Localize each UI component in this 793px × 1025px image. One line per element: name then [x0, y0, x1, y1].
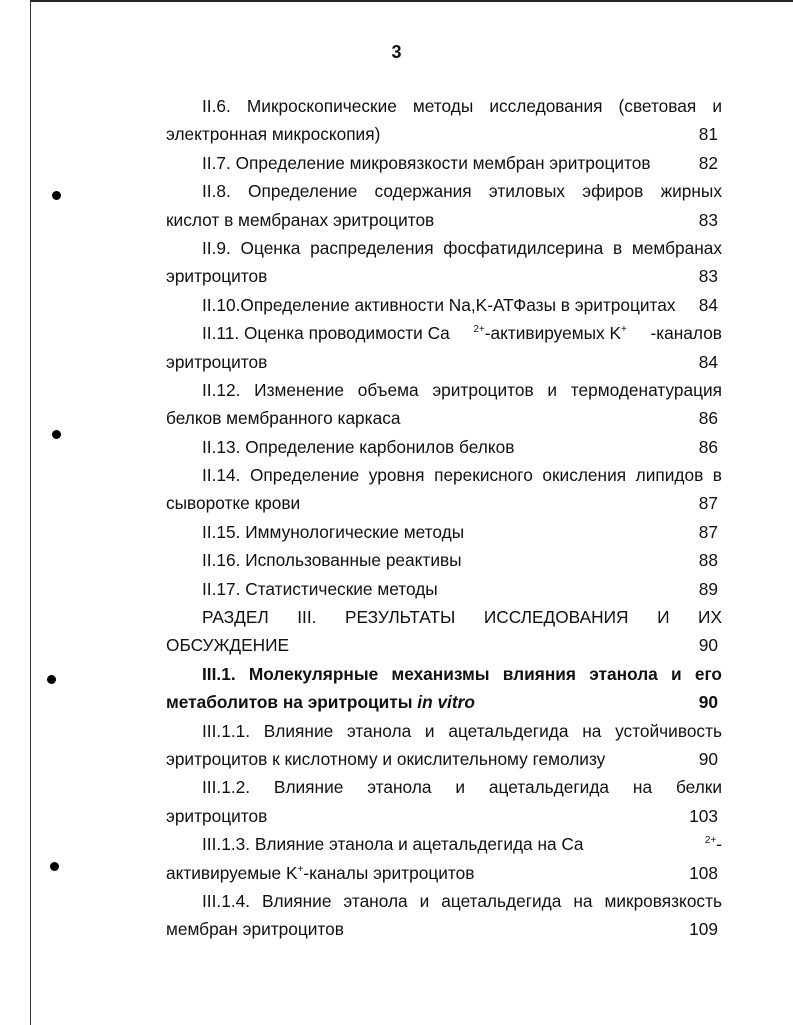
toc-entry-title: [166, 319, 722, 347]
toc-entry-title: III.1.1. Влияние этанола и ацетальдегида на устойчивость: [202, 720, 722, 741]
toc-entry: [166, 433, 722, 461]
toc-entry-line: [166, 206, 722, 234]
toc-entry-line: [166, 575, 722, 603]
toc-entry-title: III.1.2. Влияние этанола и ацетальдегида на белки: [202, 777, 722, 798]
toc-entry: [166, 546, 722, 574]
toc-entry-title-cont: электронная микроскопия): [166, 124, 381, 145]
toc-page-number: 103: [689, 805, 718, 826]
toc-title-part: -каналов: [650, 323, 722, 344]
toc-entry-title-cont: мембран эритроцитов: [166, 919, 344, 940]
toc-entry-line: [166, 291, 722, 319]
page-number: 3: [391, 42, 402, 62]
toc-entry-title-cont: активируемые K+-каналы эритроцитов: [166, 862, 475, 883]
toc-entry-line: [166, 915, 722, 943]
toc-entry-title-cont: кислот в мембранах эритроцитов: [166, 209, 435, 230]
toc-entry: [166, 376, 722, 433]
toc-entry: [166, 291, 722, 319]
toc-page-number: 81: [698, 124, 718, 145]
toc-entry: [166, 830, 722, 887]
toc-entry: [166, 234, 722, 291]
toc-entry-line: [166, 433, 722, 461]
toc-entry-title: II.10.Определение активности Na,K-АТФазы в эритроцитах: [202, 294, 676, 315]
toc-entry-title: II.6. Микроскопические методы исследования (световая и: [202, 96, 722, 116]
toc-entry-line: [166, 149, 722, 177]
toc-entry-title-cont: эритроцитов к кислотному и окислительному гемолизу: [166, 748, 606, 769]
toc-page-number: 89: [698, 578, 718, 599]
binding-hole-mark: [47, 675, 56, 684]
binding-hole-mark: [50, 862, 59, 871]
toc-entry-title-cont: сыворотке крови: [166, 493, 301, 514]
toc-entry-title-cont: белков мембранного каркаса: [166, 408, 401, 429]
superscript: 2+: [473, 324, 485, 336]
toc-entry-line: [166, 802, 722, 830]
toc-entry-title-cont: эритроцитов: [166, 805, 268, 826]
toc-entry-title: II.15. Иммунологические методы: [202, 521, 465, 542]
toc-page-number: 84: [698, 294, 718, 315]
toc-title-part: III.1.3. Влияние этанола и ацетальдегида на Ca: [202, 834, 584, 855]
toc-entry-title: РАЗДЕЛ III. РЕЗУЛЬТАТЫ ИССЛЕДОВАНИЯ И ИХ: [202, 607, 722, 628]
toc-page-number: 87: [698, 493, 718, 514]
toc-entry-title: [166, 830, 722, 858]
toc-entry-title-cont: эритроцитов: [166, 351, 268, 372]
toc-entry-title: II.16. Использованные реактивы: [202, 550, 462, 571]
toc-entry-title: II.12. Изменение объема эритроцитов и термоденатурация: [202, 379, 722, 400]
toc-entry-title-cont: метаболитов на эритроциты in vitro: [166, 692, 475, 713]
toc-entry: [166, 717, 722, 774]
italic-term: in vitro: [417, 692, 475, 713]
toc-page-number: 108: [689, 862, 718, 883]
superscript: +: [297, 863, 304, 875]
toc-page-number: 83: [698, 209, 718, 230]
toc-entry-line: [166, 688, 722, 716]
scan-left-border: [30, 0, 31, 1025]
toc-entry-line: [166, 404, 722, 432]
toc-page-number: 82: [698, 152, 718, 173]
toc-page-number: 109: [689, 919, 718, 940]
toc-entry-title-cont: эритроцитов: [166, 266, 268, 287]
toc-entry-line: [166, 518, 722, 546]
toc-title-part: II.11. Оценка проводимости Ca: [202, 323, 450, 344]
toc-section-heading: [166, 603, 722, 660]
toc-page-number: 90: [698, 748, 718, 769]
toc-entry-title: II.17. Статистические методы: [202, 578, 438, 599]
toc-entry-title: III.1.4. Влияние этанола и ацетальдегида на микровязкость: [202, 890, 722, 911]
toc-entry-line: [166, 859, 722, 887]
toc-entry-title: II.13. Определение карбонилов белков: [202, 436, 515, 457]
toc-entry: [166, 518, 722, 546]
toc-entry-title: II.9. Оценка распределения фосфатидилсерина в мембранах: [202, 237, 722, 258]
toc-entry-title: II.14. Определение уровня перекисного окисления липидов в: [202, 465, 722, 486]
toc-entry-title: III.1. Молекулярные механизмы влияния этанола и его: [202, 663, 722, 684]
toc-entry: [166, 575, 722, 603]
superscript: +: [621, 324, 627, 336]
toc-entry-line: [166, 120, 722, 148]
toc-entry: [166, 92, 722, 149]
toc-entry-title: II.7. Определение микровязкости мембран эритроцитов: [202, 152, 651, 173]
toc-page-number: 86: [698, 436, 718, 457]
toc-entry-line: [166, 348, 722, 376]
toc-entry: [166, 461, 722, 518]
binding-hole-mark: [52, 191, 61, 200]
toc-entry-line: [166, 546, 722, 574]
toc-page-number: 84: [698, 351, 718, 372]
toc-entry: [166, 319, 722, 376]
toc-subsection-heading: [166, 660, 722, 717]
toc-entry-line: [166, 262, 722, 290]
toc-page-number: 87: [698, 521, 718, 542]
toc-entry-line: [166, 489, 722, 517]
toc-page-number: 90: [698, 635, 718, 656]
binding-hole-mark: [52, 430, 61, 439]
toc-page-number: 90: [698, 692, 718, 713]
toc-entry: [166, 773, 722, 830]
toc-entry: [166, 887, 722, 944]
toc-entry-line: [166, 745, 722, 773]
superscript: 2+: [704, 835, 717, 847]
toc-entry-title-cont: ОБСУЖДЕНИЕ: [166, 635, 290, 656]
toc-title-part: $^{2+}$-активируемых K+: [473, 323, 627, 344]
toc-page-number: 88: [698, 550, 718, 571]
toc-page-number: 83: [698, 266, 718, 287]
toc-title-part: $^{2+}$-: [704, 834, 722, 855]
scan-top-border: [30, 0, 793, 2]
toc-entry-title: II.8. Определение содержания этиловых эфиров жирных: [202, 181, 722, 202]
toc-entry-line: [166, 631, 722, 659]
toc-page-number: 86: [698, 408, 718, 429]
toc-entry: [166, 177, 722, 234]
toc-entry: [166, 149, 722, 177]
table-of-contents: [166, 92, 722, 944]
